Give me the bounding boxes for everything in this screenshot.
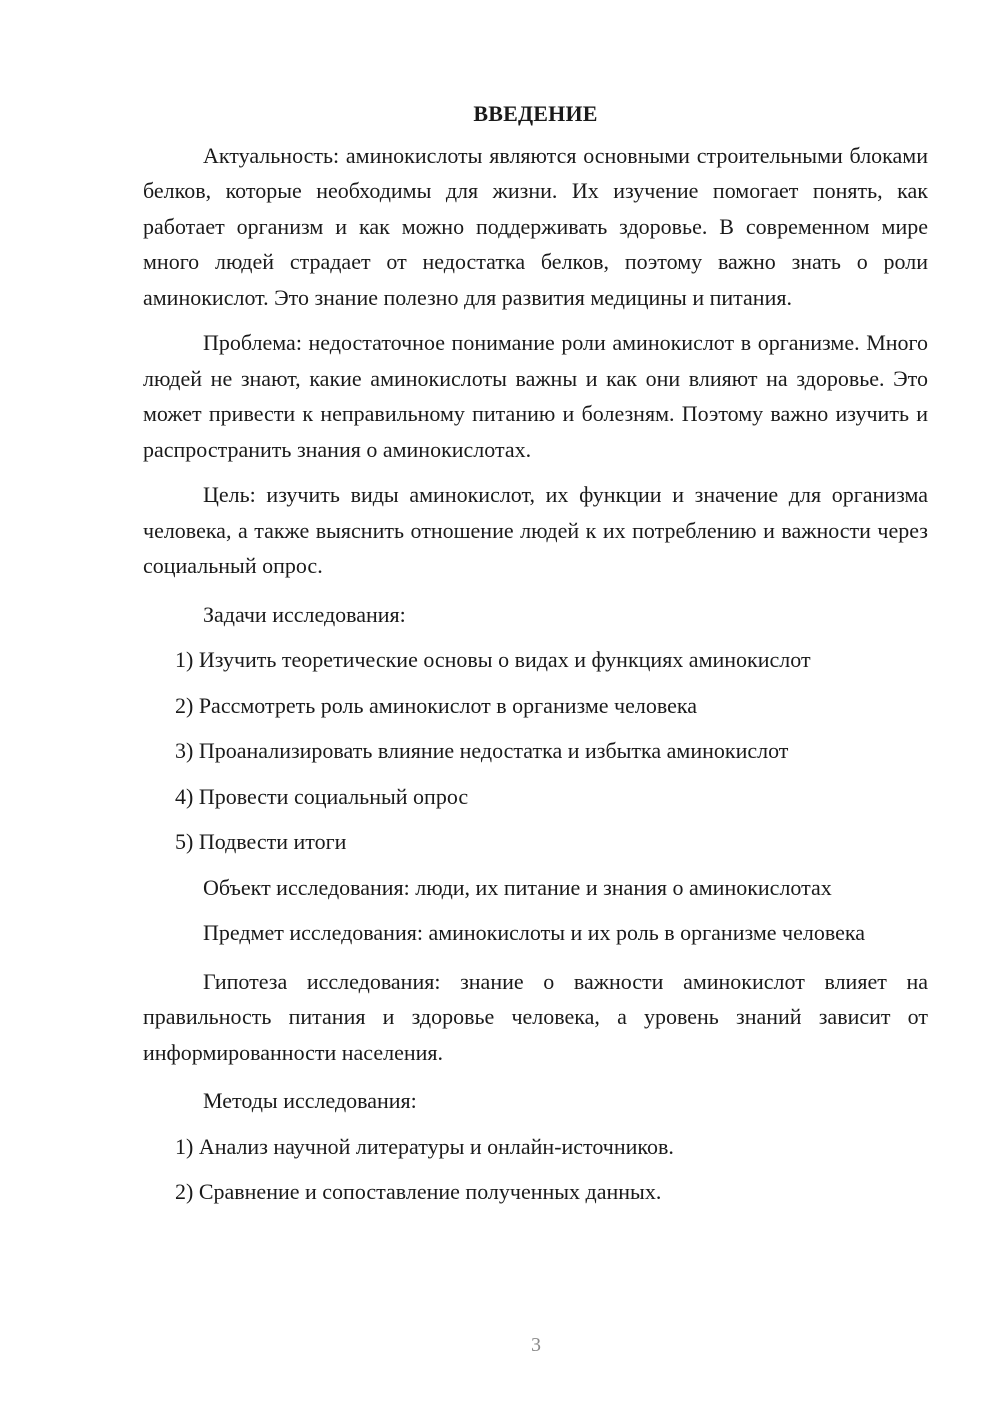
goal-paragraph: Цель: изучить виды аминокислот, их функции и значение для организма человека, а также выяснить отношение людей к их потреблению и важности через социальный опрос. xyxy=(143,482,928,578)
list-item: 5) Подвести итоги xyxy=(175,829,347,854)
hypothesis-paragraph: Гипотеза исследования: знание о важности аминокислот влияет на правильность питания и здоровье человека, а уровень знаний зависит от информированности населения. xyxy=(143,968,928,1065)
methods-list xyxy=(143,1129,928,1210)
list-item: 3) Проанализировать влияние недостатка и избытка аминокислот xyxy=(175,738,789,763)
list-item: 1) Изучить теоретические основы о видах и функциях аминокислот xyxy=(175,647,811,672)
list-item: 4) Провести социальный опрос xyxy=(175,783,469,809)
list-item: 2) Сравнение и сопоставление полученных данных. xyxy=(175,1179,662,1204)
object-paragraph: Объект исследования: люди, их питание и знания о аминокислотах xyxy=(203,874,832,900)
tasks-list xyxy=(143,642,928,860)
problem-paragraph: Проблема: недостаточное понимание роли аминокислот в организме. Много людей не знают, какие аминокислоты важны и как они влияют на здоровье. Это может привести к неправильному питанию и болезням. Поэтому важно изучить и распространить знания о аминокислотах. xyxy=(143,330,928,462)
document-page xyxy=(143,96,928,1220)
subject-paragraph: Предмет исследования: аминокислоты и их роль в организме человека xyxy=(203,920,865,945)
page-number: 3 xyxy=(531,1334,541,1356)
list-item: 1) Анализ научной литературы и онлайн-источников. xyxy=(175,1133,674,1159)
methods-label: Методы исследования: xyxy=(203,1088,417,1113)
relevance-paragraph: Актуальность: аминокислоты являются основными строительными блоками белков, которые необходимы для жизни. Их изучение помогает понять, как работает организм и как можно поддерживать здоровье. В современном мире много людей страдает от недостатка белков, поэтому важно знать о роли аминокислот. Это знание полезно для развития медицины и питания. xyxy=(143,142,928,310)
list-item: 2) Рассмотреть роль аминокислот в организме человека xyxy=(175,692,698,718)
section-title: ВВЕДЕНИЕ xyxy=(473,101,598,126)
tasks-label: Задачи исследования: xyxy=(203,601,406,627)
